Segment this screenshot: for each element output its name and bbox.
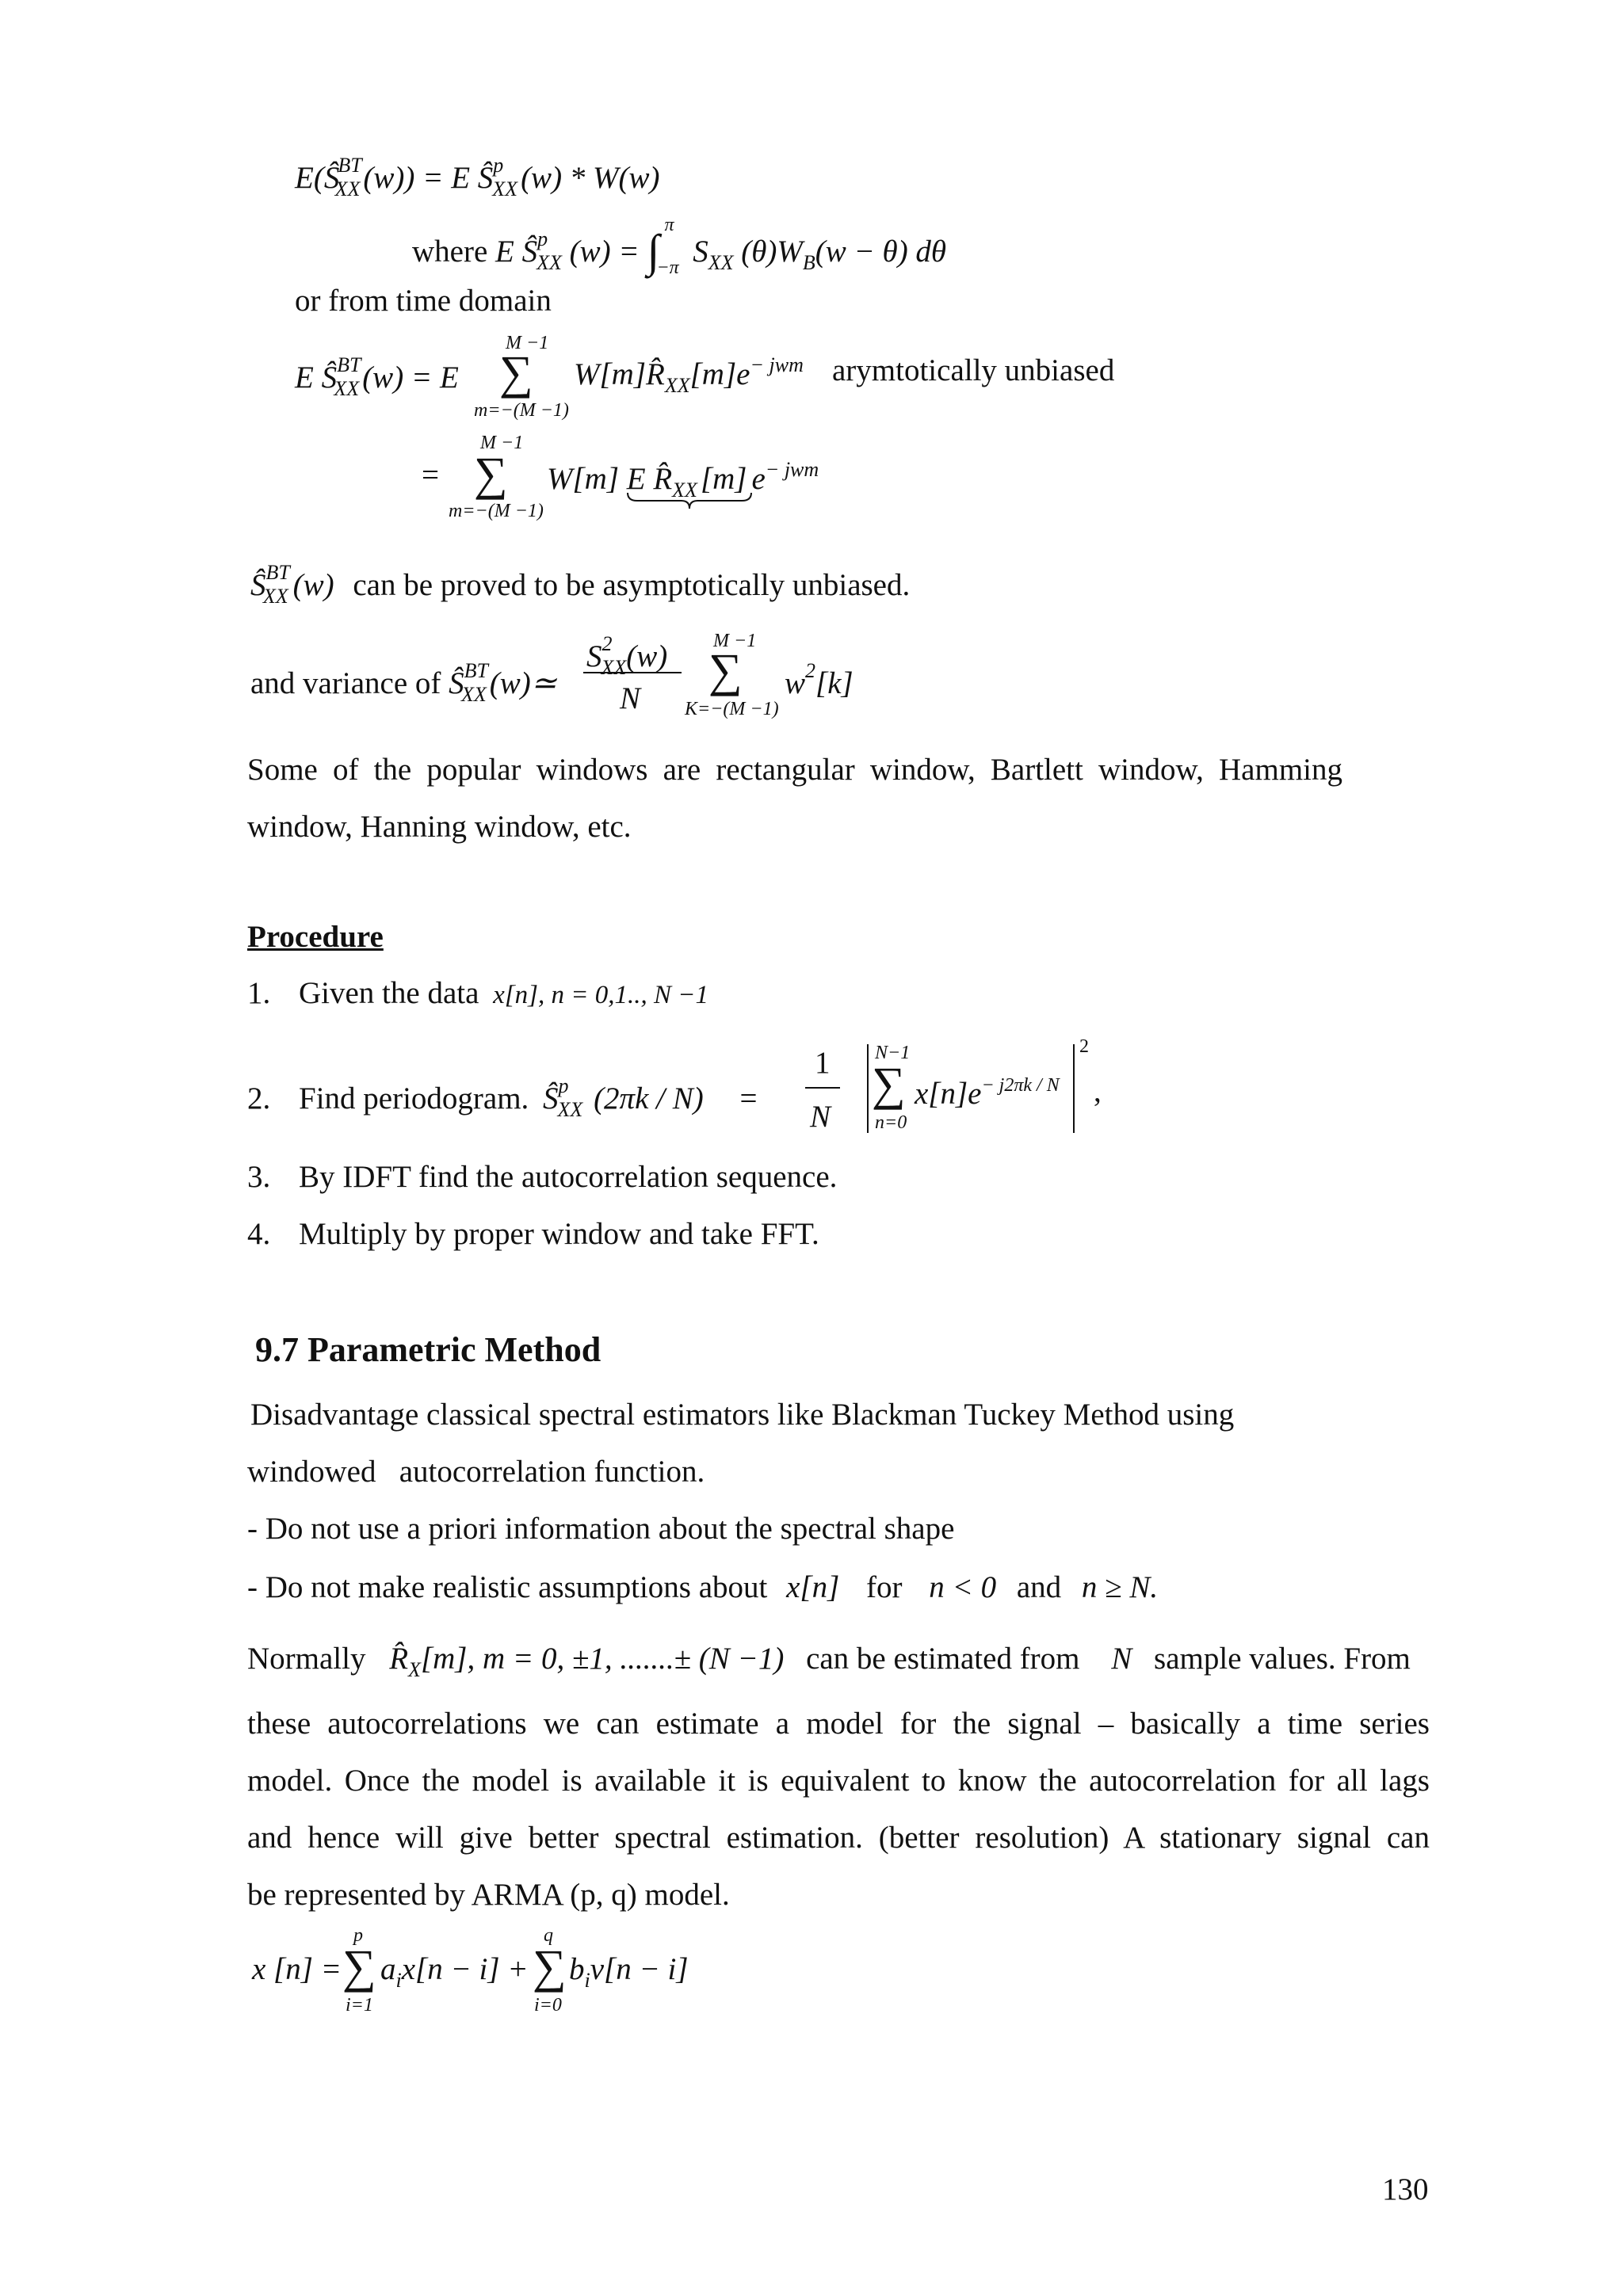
eq4-term2: [m] [700, 462, 747, 496]
step1-number: 1. [247, 976, 271, 1010]
step2-fraction-bar [805, 1087, 840, 1089]
procedure-step-2 [247, 1076, 757, 1120]
body-line-4: be represented by ARMA (p, q) model. [247, 1878, 730, 1912]
eq3-term [574, 355, 804, 396]
eq3-exp: − jwm [750, 353, 804, 376]
step2-s-hat: Ŝ [543, 1081, 559, 1116]
eq2-arg: (w) = [569, 235, 640, 269]
eq4-term-w: W[m] [547, 462, 620, 496]
eq3-sup: BT [337, 353, 361, 376]
eq1-sup: BT [338, 154, 362, 177]
unbiased-s-hat: Ŝ [250, 568, 266, 602]
variance-num-sub: XX [601, 656, 627, 679]
unbiased-sub: XX [262, 585, 288, 608]
step1-math: x[n], n = 0,1.., N −1 [493, 981, 709, 1009]
param-line4-cond1: n < 0 [929, 1570, 997, 1604]
step1-text: Given the data [299, 976, 479, 1010]
eq1-lhs: E( [295, 161, 324, 195]
underbrace [626, 491, 753, 510]
step3-text: By IDFT find the autocorrelation sequence. [299, 1160, 838, 1194]
step2-exp: − j2πk / N [981, 1075, 1060, 1096]
eq1-s2-sub: XX [492, 177, 518, 200]
eq4-e-exp-base: e [751, 462, 766, 496]
eq2-s-hat: Ŝ [521, 235, 538, 269]
arma-term2b: v[n − i] [590, 1952, 689, 1986]
step2-abs-right [1073, 1044, 1075, 1133]
eq2-rest: (w − θ) dθ [815, 235, 947, 269]
arma-sum1-lower: i=1 [346, 1995, 373, 2016]
step2-sum-upper: N−1 [875, 1043, 911, 1063]
step2-frac-num: 1 [815, 1046, 831, 1080]
param-line-2: windowed autocorrelation function. [247, 1455, 705, 1489]
arma-term1 [380, 1954, 529, 1991]
arma-b-sub: i [584, 1969, 590, 1992]
eq3-s-hat: Ŝ [321, 360, 338, 395]
variance-sup: BT [464, 659, 488, 682]
unbiased-text: can be proved to be asymptotically unbiased. [353, 568, 911, 602]
eq2-s: S [693, 235, 708, 269]
integral-sign [647, 215, 685, 278]
eq2-w-sub: B [802, 251, 815, 274]
step2-abs-left [867, 1044, 869, 1133]
variance-denominator: N [620, 681, 641, 715]
eq2-e: E [495, 235, 514, 269]
procedure-step-1 [247, 978, 708, 1009]
variance-sum-upper: M −1 [713, 631, 757, 651]
param-line4-cond2: n ≥ N. [1081, 1570, 1159, 1604]
step2-term [915, 1076, 1060, 1109]
normally-r-sub: X [408, 1658, 421, 1681]
eq3-term-w-r: W[m]R̂ [574, 357, 665, 391]
procedure-heading: Procedure [247, 920, 384, 954]
step2-arg: (2πk / N) [594, 1081, 704, 1116]
equation-where-periodogram-expectation [412, 215, 947, 278]
arma-sum1-sign: ∑ [342, 1940, 376, 1993]
eq4-exp: − jwm [765, 458, 819, 481]
eq2-integral: ∫ [647, 225, 660, 277]
procedure-step-3 [247, 1161, 837, 1192]
eq3-mid: (w) = E [362, 360, 459, 395]
arma-sum1-upper: p [353, 1925, 363, 1946]
page-number: 130 [1382, 2172, 1429, 2206]
normally-mid: can be estimated from [806, 1642, 1080, 1676]
eq4-sum-sign: ∑ [474, 448, 508, 500]
body-line-2: model. Once the model is available it is equivalent to know the autocorrelation for all lags [247, 1764, 1430, 1798]
unbiased-sup: BT [265, 561, 290, 584]
arma-sum2-upper: q [544, 1925, 553, 1946]
line-variance [250, 661, 556, 705]
normally-math: [m], m = 0, ±1, .......± (N −1) [420, 1642, 785, 1676]
body-line-3: and hence will give better spectral estimation. (better resolution) A stationary signal can [247, 1821, 1430, 1855]
step4-number: 4. [247, 1217, 271, 1251]
eq4-equals: = [422, 458, 439, 492]
eq2-sub: XX [537, 251, 562, 274]
arma-sum2-sign: ∑ [533, 1940, 567, 1993]
param-line4-for: for [866, 1570, 903, 1604]
eq2-where: where [412, 235, 488, 269]
eq2-integrand: (θ)W [741, 235, 803, 269]
variance-w-sup: 2 [805, 659, 816, 682]
eq3-sum-upper: M −1 [506, 333, 549, 353]
step2-comma: , [1094, 1074, 1102, 1108]
equation-expected-bt-estimate [295, 155, 660, 200]
eq4-r-hat: R̂ [653, 462, 673, 496]
eq1-sub: XX [334, 177, 361, 200]
param-line-1: Disadvantage classical spectral estimators like Blackman Tuckey Method using [250, 1398, 1235, 1432]
paragraph-popular-windows [247, 742, 1342, 856]
variance-w-arg: [k] [815, 666, 854, 700]
step2-text: Find periodogram. [299, 1081, 529, 1116]
eq3-r-sub: XX [664, 374, 690, 397]
variance-s-hat: Ŝ [449, 666, 464, 700]
eq3-note: arymtotically unbiased [832, 353, 1115, 387]
text-time-domain: or from time domain [295, 284, 552, 318]
equation-expected-bt-time-domain [295, 355, 459, 399]
variance-window-term [785, 661, 854, 699]
normally-end: sample values. From [1154, 1642, 1411, 1676]
eq1-s2-sup: p [493, 154, 504, 177]
step2-sup: p [558, 1074, 569, 1097]
normally-line [247, 1643, 1430, 1680]
variance-sum-sign: ∑ [708, 644, 743, 696]
eq3-sub: XX [334, 377, 360, 400]
step2-number: 2. [247, 1081, 271, 1116]
normally-r-hat: R̂ [389, 1642, 409, 1676]
arma-term2 [569, 1954, 689, 1991]
arma-a-sub: i [395, 1969, 402, 1992]
variance-text: and variance of [250, 666, 441, 700]
step2-sum-sign: ∑ [872, 1058, 906, 1110]
eq3-sum-sign: ∑ [499, 346, 533, 399]
step2-equals: = [739, 1081, 758, 1116]
eq4-sum-lower: m=−(M −1) [449, 501, 544, 521]
eq4-sum-upper: M −1 [480, 433, 524, 453]
eq2-s-sub: XX [708, 251, 734, 274]
arma-a: a [380, 1952, 396, 1986]
procedure-step-4 [247, 1219, 819, 1249]
arma-term1b: x[n − i] + [401, 1952, 529, 1986]
eq2-int-lower: −π [656, 257, 679, 278]
step2-frac-den: N [810, 1100, 831, 1134]
variance-arg: (w)≃ [489, 666, 557, 700]
body-line-1: these autocorrelations we can estimate a model for the signal – basically a time series [247, 1707, 1430, 1741]
param-line4-x: x[n] [786, 1570, 840, 1604]
param-line-3: - Do not use a priori information about the spectral shape [247, 1512, 955, 1546]
param-line4-a: - Do not make realistic assumptions about [247, 1570, 768, 1604]
eq1-rhs: (w) * W(w) [521, 161, 660, 195]
variance-num-sup: 2 [601, 632, 613, 655]
variance-sum-lower: K=−(M −1) [685, 699, 779, 719]
windows-line-2: window, Hanning window, etc. [247, 810, 632, 844]
step3-number: 3. [247, 1160, 271, 1194]
variance-w: w [785, 666, 806, 700]
variance-sub: XX [460, 683, 487, 706]
step2-term-x-e: x[n]e [915, 1077, 982, 1111]
eq1-s-hat: Ŝ [323, 161, 340, 195]
eq3-term2: [m]e [689, 357, 750, 391]
eq1-s2-hat: Ŝ [477, 161, 494, 195]
arma-b: b [569, 1952, 585, 1986]
unbiased-arg: (w) [292, 568, 334, 602]
normally-word: Normally [247, 1642, 366, 1676]
paragraph-autocorrelation-model [247, 1695, 1430, 1924]
eq2-sup: p [537, 227, 548, 250]
eq2-int-upper: π [664, 215, 674, 235]
arma-sum2-lower: i=0 [534, 1995, 562, 2016]
normally-n: N [1111, 1642, 1132, 1676]
eq3-e: E [295, 360, 314, 395]
variance-num-s: S [586, 639, 602, 673]
variance-fraction-bar [583, 672, 682, 673]
line-asymptotically-unbiased [250, 563, 910, 607]
param-line4-and: and [1016, 1570, 1062, 1604]
eq4-e: E [626, 462, 646, 496]
step2-sum-lower: n=0 [875, 1112, 907, 1133]
step4-text: Multiply by proper window and take FFT. [299, 1217, 819, 1251]
windows-line-1: Some of the popular windows are rectangular window, Bartlett window, Hamming [247, 753, 1342, 787]
section-heading: 9.7 Parametric Method [255, 1330, 601, 1369]
eq1-arg: (w)) = E [363, 161, 471, 195]
variance-num-arg: (w) [626, 639, 668, 673]
step2-sub: XX [557, 1098, 583, 1121]
arma-lhs: x [n] = [252, 1952, 342, 1986]
param-line-4 [247, 1572, 1158, 1603]
eq4-r-sub: XX [672, 479, 697, 502]
eq3-sum-lower: m=−(M −1) [474, 400, 569, 421]
step2-power: 2 [1079, 1036, 1089, 1057]
